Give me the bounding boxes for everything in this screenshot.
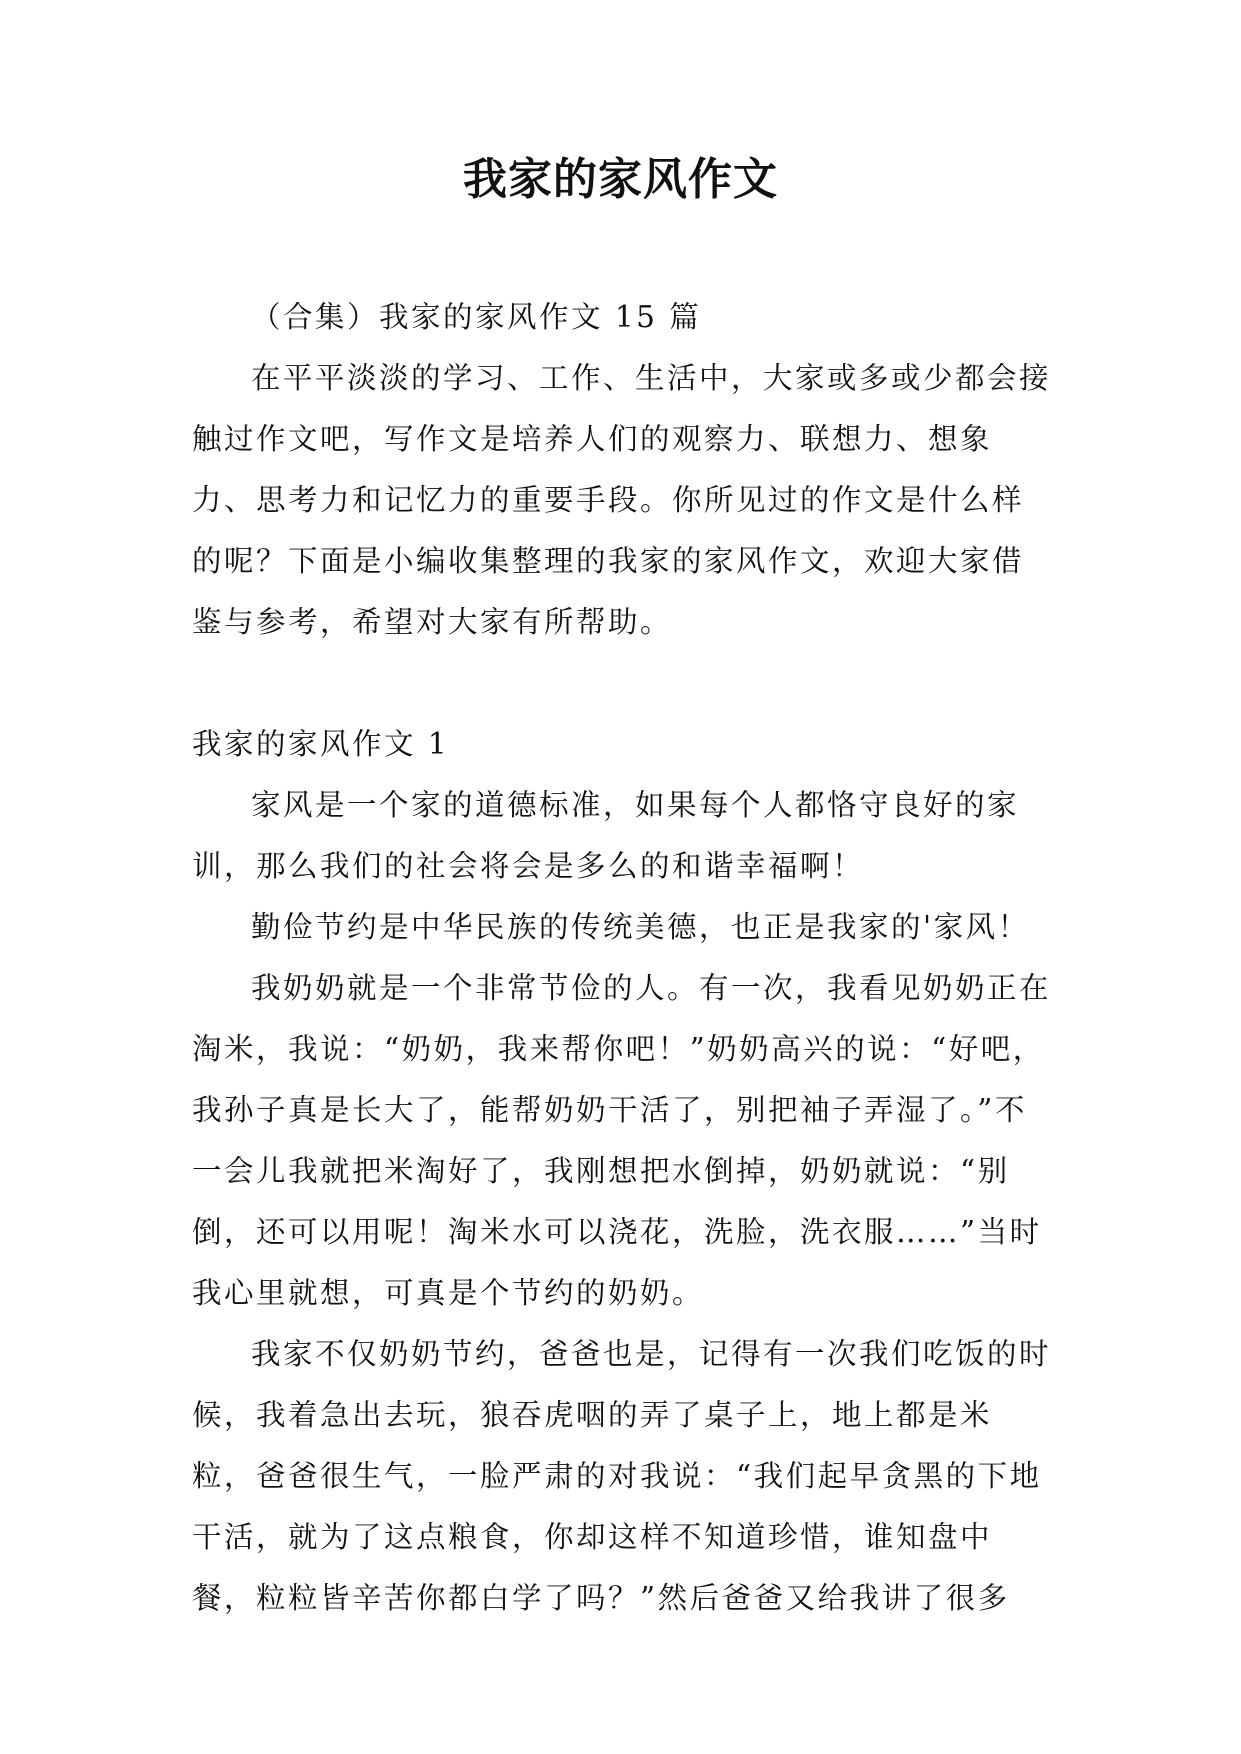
paragraph-spacer [192, 653, 1054, 714]
document-body [192, 287, 1054, 1629]
essay-paragraph: 我家不仅奶奶节约，爸爸也是，记得有一次我们吃饭的时候，我着急出去玩，狼吞虎咽的弄了桌子上，地上都是米粒，爸爸很生气，一脸严肃的对我说：“我们起早贪黑的下地干活，就为了这点粮食，你却这样不知道珍惜，谁知盘中餐，粒粒皆辛苦你都白学了吗？”然后爸爸又给我讲了很多 [192, 1337, 1052, 1615]
collection-subtitle: （合集）我家的家风作文 15 篇 [251, 300, 702, 334]
document-title: 我家的家风作文 [463, 154, 778, 205]
essay-paragraph: 家风是一个家的道德标准，如果每个人都恪守良好的家训，那么我们的社会将会是多么的和谐幸福啊！ [192, 788, 1020, 883]
essay-paragraph: 勤俭节约是中华民族的传统美德，也正是我家的'家风！ [251, 910, 1030, 944]
essay-heading: 我家的家风作文 1 [192, 727, 450, 761]
essay-paragraph: 我奶奶就是一个非常节俭的人。有一次，我看见奶奶正在淘米，我说：“奶奶，我来帮你吧！”奶奶高兴的说：“好吧，我孙子真是长大了，能帮奶奶干活了，别把袖子弄湿了。”不一会儿我就把米淘好了，我刚想把水倒掉，奶奶就说：“别倒，还可以用呢！淘米水可以浇花，洗脸，洗衣服……”当时我心里就想，可真是个节约的奶奶。 [192, 971, 1052, 1310]
intro-paragraph: 在平平淡淡的学习、工作、生活中，大家或多或少都会接触过作文吧，写作文是培养人们的观察力、联想力、想象力、思考力和记忆力的重要手段。你所见过的作文是什么样的呢？下面是小编收集整理的我家的家风作文，欢迎大家借鉴与参考，希望对大家有所帮助。 [192, 361, 1052, 639]
